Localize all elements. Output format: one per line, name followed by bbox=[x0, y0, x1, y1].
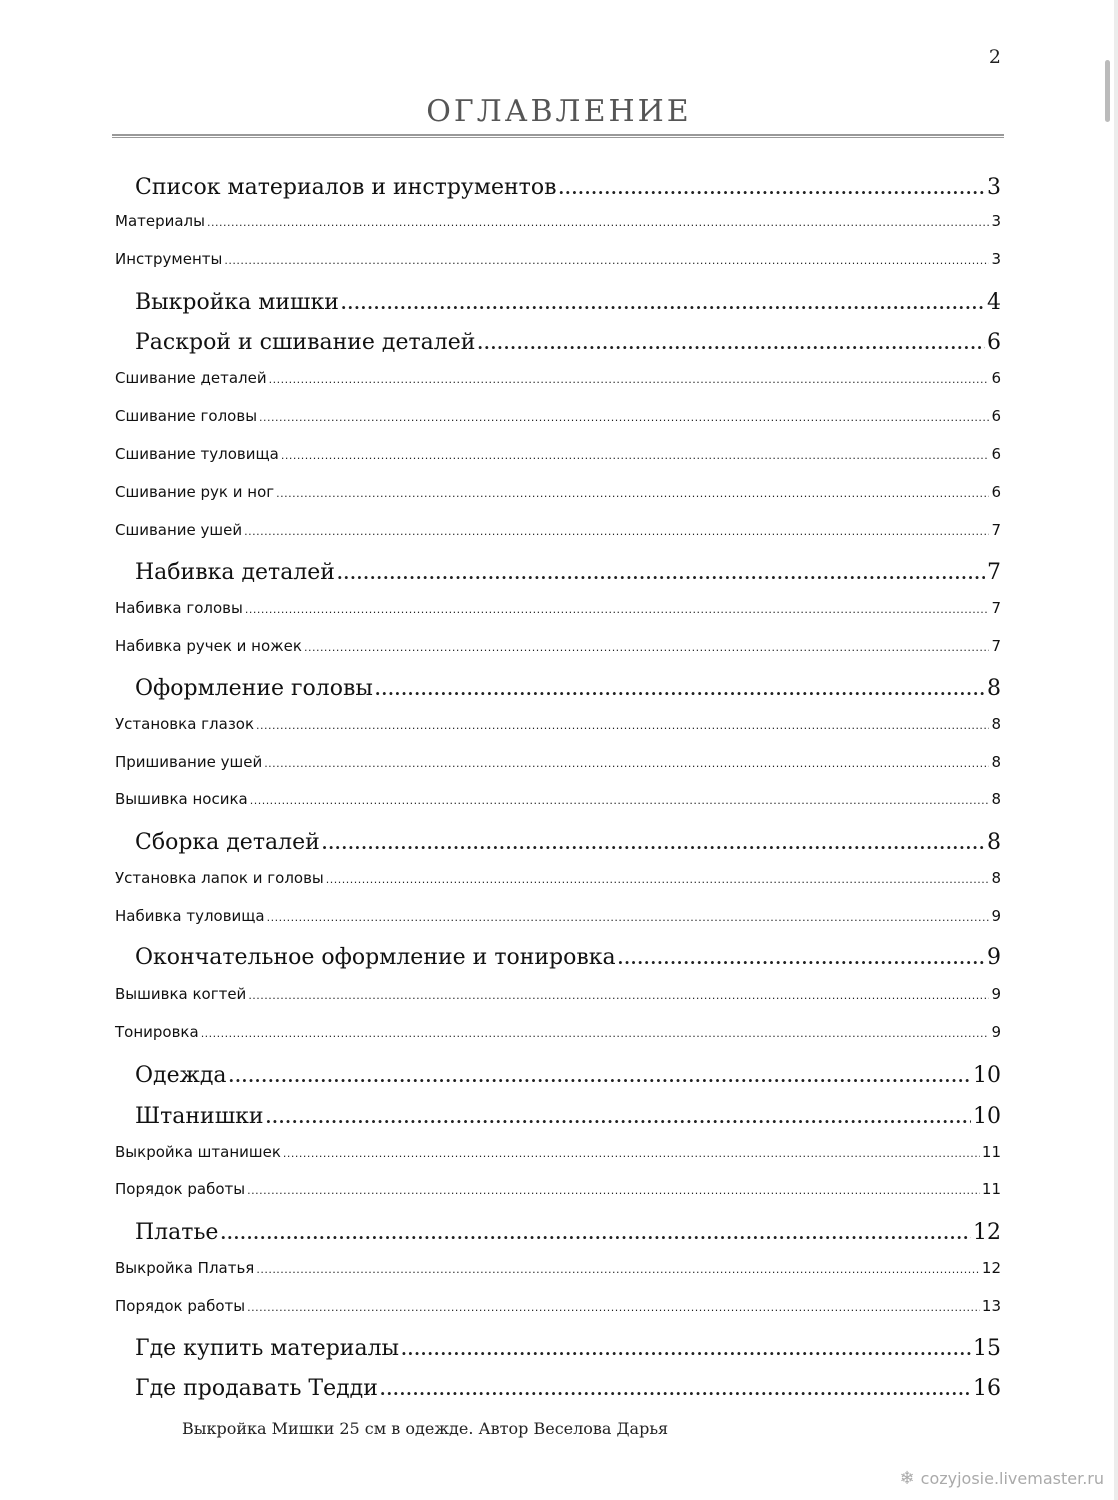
toc-subsection-entry[interactable] bbox=[0, 715, 1118, 733]
toc-entry-page-number: 9 bbox=[987, 945, 1001, 970]
toc-leader-dots bbox=[244, 525, 989, 538]
toc-entry-label: Вышивка носика bbox=[115, 790, 248, 808]
toc-section-entry[interactable] bbox=[0, 290, 1118, 315]
toc-leader-dots bbox=[276, 487, 989, 500]
toc-section-entry[interactable] bbox=[0, 175, 1118, 200]
page-number: 2 bbox=[988, 46, 1001, 68]
toc-subsection-entry[interactable] bbox=[0, 1180, 1118, 1198]
toc-entry-label: Где продавать Тедди bbox=[135, 1376, 378, 1401]
toc-leader-dots bbox=[259, 411, 989, 424]
toc-entry-label: Штанишки bbox=[135, 1104, 264, 1129]
toc-entry-page-number: 8 bbox=[987, 830, 1001, 855]
toc-entry-page-number: 12 bbox=[981, 1259, 1001, 1277]
toc-entry-page-number: 6 bbox=[991, 445, 1001, 463]
toc-entry-label: Сшивание туловища bbox=[115, 445, 279, 463]
toc-subsection-entry[interactable] bbox=[0, 790, 1118, 808]
toc-leader-dots bbox=[322, 834, 985, 853]
toc-section-entry[interactable] bbox=[0, 945, 1118, 970]
toc-leader-dots bbox=[477, 334, 985, 353]
toc-subsection-entry[interactable] bbox=[0, 1143, 1118, 1161]
toc-entry-page-number: 3 bbox=[991, 250, 1001, 268]
toc-entry-page-number: 9 bbox=[991, 1023, 1001, 1041]
toc-leader-dots bbox=[247, 1301, 980, 1314]
toc-entry-page-number: 11 bbox=[981, 1143, 1001, 1161]
toc-entry-page-number: 11 bbox=[981, 1180, 1001, 1198]
toc-leader-dots bbox=[341, 294, 985, 313]
toc-leader-dots bbox=[401, 1340, 971, 1359]
toc-section-entry[interactable] bbox=[0, 1063, 1118, 1088]
snowflake-icon: ❄ bbox=[899, 1468, 915, 1489]
toc-leader-dots bbox=[256, 719, 989, 732]
toc-entry-page-number: 7 bbox=[991, 521, 1001, 539]
toc-leader-dots bbox=[247, 1184, 980, 1197]
toc-section-entry[interactable] bbox=[0, 1376, 1118, 1401]
toc-entry-page-number: 8 bbox=[991, 790, 1001, 808]
toc-entry-page-number: 10 bbox=[973, 1063, 1001, 1088]
toc-section-entry[interactable] bbox=[0, 330, 1118, 355]
toc-subsection-entry[interactable] bbox=[0, 521, 1118, 539]
toc-leader-dots bbox=[224, 254, 989, 267]
toc-entry-label: Сшивание ушей bbox=[115, 521, 243, 539]
toc-subsection-entry[interactable] bbox=[0, 1023, 1118, 1041]
toc-leader-dots bbox=[248, 989, 989, 1002]
toc-entry-label: Платье bbox=[135, 1220, 219, 1245]
toc-leader-dots bbox=[304, 641, 990, 654]
toc-section-entry[interactable] bbox=[0, 676, 1118, 701]
toc-subsection-entry[interactable] bbox=[0, 483, 1118, 501]
toc-leader-dots bbox=[558, 179, 985, 198]
toc-entry-page-number: 7 bbox=[991, 637, 1001, 655]
toc-entry-page-number: 15 bbox=[973, 1336, 1001, 1361]
toc-leader-dots bbox=[375, 680, 985, 699]
toc-leader-dots bbox=[283, 1147, 980, 1160]
toc-entry-page-number: 3 bbox=[991, 212, 1001, 230]
toc-entry-label: Сшивание деталей bbox=[115, 369, 267, 387]
toc-subsection-entry[interactable] bbox=[0, 907, 1118, 925]
toc-entry-page-number: 8 bbox=[991, 753, 1001, 771]
page-footer: Выкройка Мишки 25 см в одежде. Автор Веселова Дарья bbox=[182, 1419, 669, 1438]
toc-entry-label: Сборка деталей bbox=[135, 830, 320, 855]
toc-entry-label: Пришивание ушей bbox=[115, 753, 263, 771]
title-divider bbox=[112, 134, 1004, 138]
toc-entry-label: Набивка ручек и ножек bbox=[115, 637, 302, 655]
toc-leader-dots bbox=[229, 1067, 971, 1086]
toc-leader-dots bbox=[250, 794, 990, 807]
toc-entry-label: Порядок работы bbox=[115, 1180, 246, 1198]
toc-entry-page-number: 7 bbox=[991, 599, 1001, 617]
toc-entry-label: Материалы bbox=[115, 212, 205, 230]
toc-entry-page-number: 4 bbox=[987, 290, 1001, 315]
toc-subsection-entry[interactable] bbox=[0, 212, 1118, 230]
toc-leader-dots bbox=[256, 1263, 980, 1276]
toc-entry-label: Установка глазок bbox=[115, 715, 255, 733]
toc-entry-label: Одежда bbox=[135, 1063, 227, 1088]
toc-leader-dots bbox=[264, 757, 989, 770]
toc-subsection-entry[interactable] bbox=[0, 753, 1118, 771]
toc-subsection-entry[interactable] bbox=[0, 869, 1118, 887]
toc-entry-page-number: 9 bbox=[991, 985, 1001, 1003]
toc-entry-label: Выкройка Платья bbox=[115, 1259, 255, 1277]
toc-entry-label: Порядок работы bbox=[115, 1297, 246, 1315]
toc-leader-dots bbox=[269, 373, 990, 386]
watermark-text: cozyjosie.livemaster.ru bbox=[920, 1469, 1104, 1488]
toc-entry-page-number: 12 bbox=[973, 1220, 1001, 1245]
toc-subsection-entry[interactable] bbox=[0, 407, 1118, 425]
toc-entry-page-number: 13 bbox=[981, 1297, 1001, 1315]
toc-subsection-entry[interactable] bbox=[0, 369, 1118, 387]
toc-entry-page-number: 10 bbox=[973, 1104, 1001, 1129]
toc-leader-dots bbox=[267, 911, 990, 924]
toc-entry-label: Тонировка bbox=[115, 1023, 199, 1041]
toc-entry-label: Сшивание головы bbox=[115, 407, 258, 425]
toc-entry-page-number: 8 bbox=[991, 869, 1001, 887]
toc-entry-label: Инструменты bbox=[115, 250, 223, 268]
toc-leader-dots bbox=[220, 1224, 971, 1243]
toc-entry-label: Выкройка штанишек bbox=[115, 1143, 281, 1161]
toc-section-entry[interactable] bbox=[0, 830, 1118, 855]
toc-entry-page-number: 6 bbox=[991, 483, 1001, 501]
toc-leader-dots bbox=[326, 873, 990, 886]
toc-entry-label: Набивка туловища bbox=[115, 907, 265, 925]
toc-entry-label: Где купить материалы bbox=[135, 1336, 400, 1361]
toc-subsection-entry[interactable] bbox=[0, 1297, 1118, 1315]
toc-leader-dots bbox=[281, 449, 990, 462]
watermark bbox=[900, 1468, 1104, 1489]
toc-leader-dots bbox=[266, 1108, 971, 1127]
toc-entry-label: Набивка деталей bbox=[135, 560, 335, 585]
toc-entry-label: Набивка головы bbox=[115, 599, 243, 617]
toc-leader-dots bbox=[618, 949, 985, 968]
toc-entry-page-number: 7 bbox=[987, 560, 1001, 585]
toc-subsection-entry[interactable] bbox=[0, 637, 1118, 655]
toc-leader-dots bbox=[207, 216, 989, 229]
toc-entry-label: Оформление головы bbox=[135, 676, 373, 701]
toc-entry-page-number: 8 bbox=[991, 715, 1001, 733]
page-title: ОГЛАВЛЕНИЕ bbox=[426, 94, 692, 129]
toc-subsection-entry[interactable] bbox=[0, 250, 1118, 268]
toc-entry-label: Вышивка когтей bbox=[115, 985, 247, 1003]
toc-entry-page-number: 9 bbox=[991, 907, 1001, 925]
toc-section-entry[interactable] bbox=[0, 560, 1118, 585]
toc-entry-label: Раскрой и сшивание деталей bbox=[135, 330, 476, 355]
toc-entry-label: Сшивание рук и ног bbox=[115, 483, 275, 501]
toc-entry-page-number: 6 bbox=[991, 369, 1001, 387]
toc-leader-dots bbox=[245, 603, 990, 616]
toc-subsection-entry[interactable] bbox=[0, 1259, 1118, 1277]
toc-leader-dots bbox=[201, 1027, 990, 1040]
toc-leader-dots bbox=[337, 564, 985, 583]
toc-section-entry[interactable] bbox=[0, 1336, 1118, 1361]
toc-entry-page-number: 6 bbox=[987, 330, 1001, 355]
toc-leader-dots bbox=[380, 1380, 971, 1399]
toc-entry-page-number: 8 bbox=[987, 676, 1001, 701]
toc-entry-label: Выкройка мишки bbox=[135, 290, 339, 315]
toc-entry-label: Окончательное оформление и тонировка bbox=[135, 945, 616, 970]
toc-subsection-entry[interactable] bbox=[0, 445, 1118, 463]
toc-section-entry[interactable] bbox=[0, 1220, 1118, 1245]
toc-entry-page-number: 3 bbox=[987, 175, 1001, 200]
toc-entry-label: Установка лапок и головы bbox=[115, 869, 324, 887]
toc-section-entry[interactable] bbox=[0, 1104, 1118, 1129]
toc-subsection-entry[interactable] bbox=[0, 985, 1118, 1003]
toc-entry-page-number: 16 bbox=[973, 1376, 1001, 1401]
toc-subsection-entry[interactable] bbox=[0, 599, 1118, 617]
toc-entry-page-number: 6 bbox=[991, 407, 1001, 425]
toc-entry-label: Список материалов и инструментов bbox=[135, 175, 557, 200]
